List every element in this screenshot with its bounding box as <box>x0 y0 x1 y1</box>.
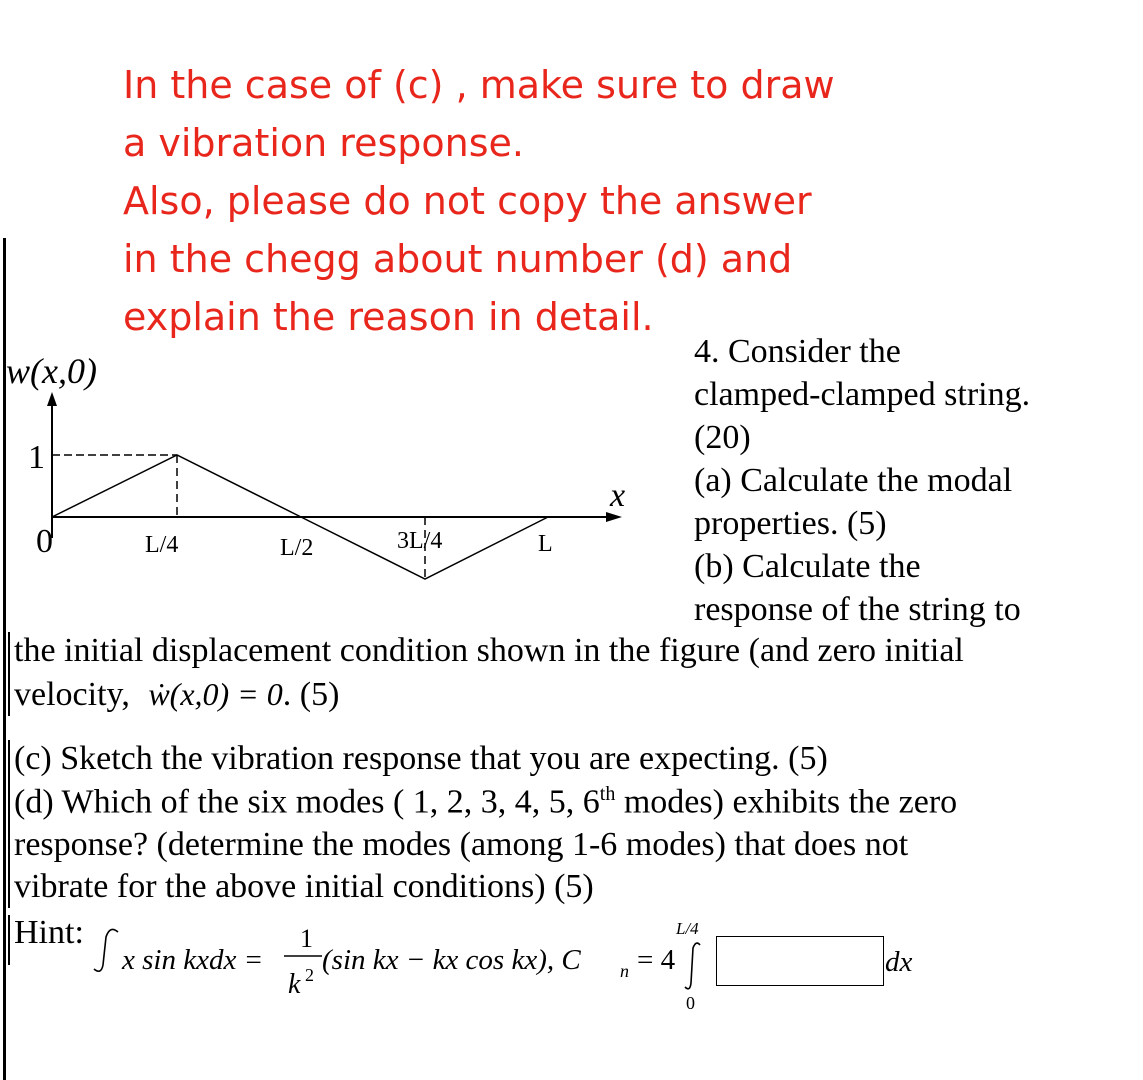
problem-statement-right <box>694 330 1030 631</box>
problem-line: (a) Calculate the modal <box>694 462 1013 499</box>
y-tick-one: 1 <box>28 439 45 476</box>
integrand-blank-box <box>716 936 884 986</box>
lower-limit: 0 <box>686 993 695 1013</box>
x-axis-label: x <box>610 477 626 514</box>
x-tick-label: L <box>538 531 553 557</box>
hint-equation <box>0 915 1143 1025</box>
question-bar <box>8 740 10 908</box>
problem-line: 4. Consider the <box>694 333 901 370</box>
hint-rhs: (sin kx − kx cos kx), C <box>322 944 581 976</box>
subscript-n: n <box>620 961 629 981</box>
hint-label: Hint: <box>14 914 84 951</box>
x-tick-label: L/4 <box>145 532 179 558</box>
problem-line: response of the string to <box>694 591 1021 628</box>
note-line: a vibration response. <box>123 121 524 165</box>
velocity-equation: ẇ(x,0) = 0 <box>148 676 283 712</box>
integral-sign <box>94 929 118 971</box>
note-line: In the case of (c) , make sure to draw <box>123 63 835 107</box>
part-d-line1 <box>14 783 957 821</box>
part-d-prefix: (d) Which of the six modes ( 1, 2, 3, 4, 5, 6 <box>14 783 600 821</box>
part-d-line2: response? (determine the modes (among 1-6 modes) that does not <box>14 826 909 863</box>
fraction-denominator: k <box>288 969 301 1000</box>
note-line: explain the reason in detail. <box>123 295 654 339</box>
hint-rhs2: = 4 <box>637 944 676 976</box>
integral-sign <box>685 943 700 989</box>
velocity-suffix: . (5) <box>282 676 340 713</box>
part-d-line3: vibrate for the above initial conditions) (5) <box>14 868 594 905</box>
problem-line: properties. (5) <box>694 505 887 542</box>
part-c: (c) Sketch the vibration response that you are expecting. (5) <box>14 740 828 777</box>
x-tick-label: 3L/4 <box>397 528 443 554</box>
fraction-numerator: 1 <box>300 924 313 953</box>
y-axis-label: w(x,0) <box>6 351 97 391</box>
part-d-suffix: modes) exhibits the zero <box>615 783 958 821</box>
velocity-line <box>14 676 339 714</box>
hint-dx: dx <box>885 946 913 978</box>
problem-line: (20) <box>694 419 751 456</box>
fraction-exponent: 2 <box>305 965 314 985</box>
problem-line: the initial displacement condition shown in the figure (and zero initial <box>14 632 964 669</box>
note-line: in the chegg about number (d) and <box>123 237 793 281</box>
problem-line: clamped-clamped string. <box>694 376 1031 413</box>
problem-line: (b) Calculate the <box>694 548 921 585</box>
hint-integrand: x sin kxdx = <box>122 944 264 976</box>
upper-limit: L/4 <box>676 919 699 938</box>
question-bar <box>8 632 10 716</box>
note-line: Also, please do not copy the answer <box>123 179 812 223</box>
x-tick-label: L/2 <box>280 535 314 561</box>
velocity-prefix: velocity, <box>14 676 130 713</box>
instruction-note <box>123 56 835 346</box>
ordinal-suffix: th <box>599 783 616 805</box>
y-axis-arrow <box>47 392 57 406</box>
displacement-figure <box>0 340 660 600</box>
origin-label: 0 <box>36 523 53 560</box>
